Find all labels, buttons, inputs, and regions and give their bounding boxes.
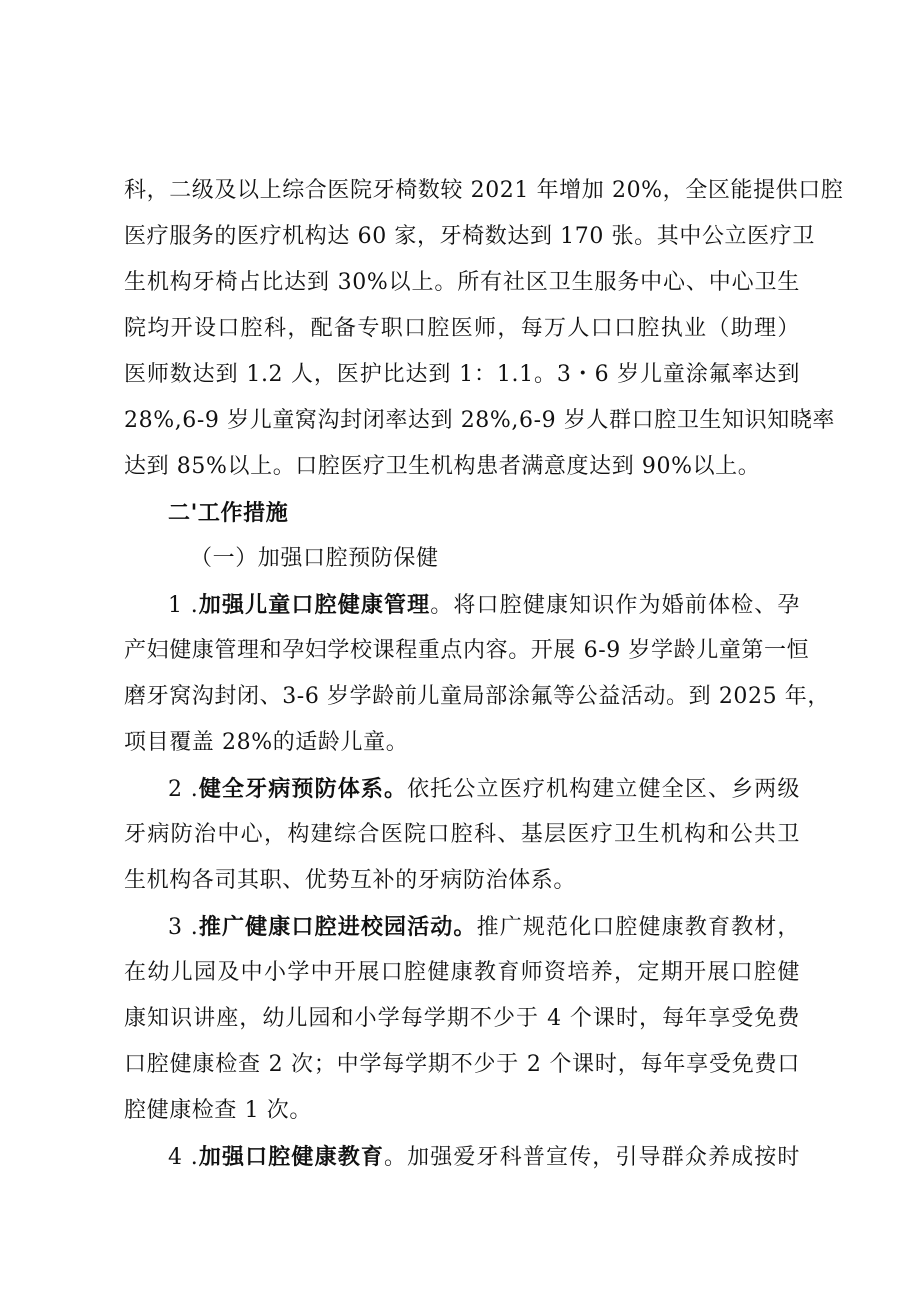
item2-first-line <box>168 774 800 805</box>
para1-line-5: 医师数达到 1.2 人，医护比达到 1：1.1。3・6 岁儿童涂氟率达到 <box>124 362 800 387</box>
subsection-heading: （一）加强口腔预防保健 <box>190 546 439 571</box>
item2-text: 依托公立医疗机构建立健全区、乡两级 <box>407 777 800 802</box>
item3-first-line <box>168 912 800 943</box>
item1-title: 加强儿童口腔健康管理 <box>198 592 431 618</box>
item1-text: 。将口腔健康知识作为婚前体检、孕 <box>430 593 800 618</box>
para1-line-3: 生机构牙椅占比达到 30%以上。所有社区卫生服务中心、中心卫生 <box>124 270 800 295</box>
item1-number: 1 . <box>168 593 199 618</box>
item2-line-2: 牙病防治中心，构建综合医院口腔科、基层医疗卫生机构和公共卫 <box>124 822 800 847</box>
item1-first-line <box>168 590 800 621</box>
item4-title: 加强口腔健康教育 <box>198 1144 384 1170</box>
item2-number: 2 . <box>168 777 199 802</box>
item4-text: 。加强爱牙科普宣传，引导群众养成按时 <box>384 1145 800 1170</box>
item1-line-4: 项目覆盖 28%的适龄儿童。 <box>124 730 409 755</box>
item1-line-2: 产妇健康管理和孕妇学校课程重点内容。开展 6-9 岁学龄儿童第一恒 <box>124 638 810 663</box>
item4-first-line <box>168 1142 800 1173</box>
item1-line-3: 磨牙窝沟封闭、3-6 岁学龄前儿童局部涂氟等公益活动。到 2025 年， <box>124 684 830 709</box>
para1-line-1: 科，二级及以上综合医院牙椅数较 2021 年增加 20%，全区能提供口腔 <box>124 178 844 203</box>
para1-line-7: 达到 85%以上。口腔医疗卫生机构患者满意度达到 90%以上。 <box>124 454 761 479</box>
item3-line-5: 腔健康检查 1 次。 <box>124 1098 312 1123</box>
item2-line-3: 生机构各司其职、优势互补的牙病防治体系。 <box>124 868 577 893</box>
item3-title: 推广健康口腔进校园活动。 <box>198 914 477 940</box>
item3-text: 推广规范化口腔健康教育教材， <box>476 915 800 940</box>
item3-line-4: 口腔健康检查 2 次；中学每学期不少于 2 个课时，每年享受免费口 <box>124 1052 800 1077</box>
item2-title: 健全牙病预防体系。 <box>198 776 408 802</box>
item3-line-2: 在幼儿园及中小学中开展口腔健康教育师资培养，定期开展口腔健 <box>124 960 800 985</box>
section-heading: 二'工作措施 <box>168 500 289 526</box>
item4-number: 4 . <box>168 1145 199 1170</box>
item3-line-3: 康知识讲座，幼儿园和小学每学期不少于 4 个课时，每年享受免费 <box>124 1006 800 1031</box>
para1-line-6: 28%,6-9 岁儿童窝沟封闭率达到 28%,6-9 岁人群口腔卫生知识知晓率 <box>124 408 836 433</box>
item3-number: 3 . <box>168 915 199 940</box>
para1-line-4: 院均开设口腔科，配备专职口腔医师，每万人口口腔执业（助理） <box>124 316 800 341</box>
para1-line-2: 医疗服务的医疗机构达 60 家，牙椅数达到 170 张。其中公立医疗卫 <box>124 224 815 249</box>
